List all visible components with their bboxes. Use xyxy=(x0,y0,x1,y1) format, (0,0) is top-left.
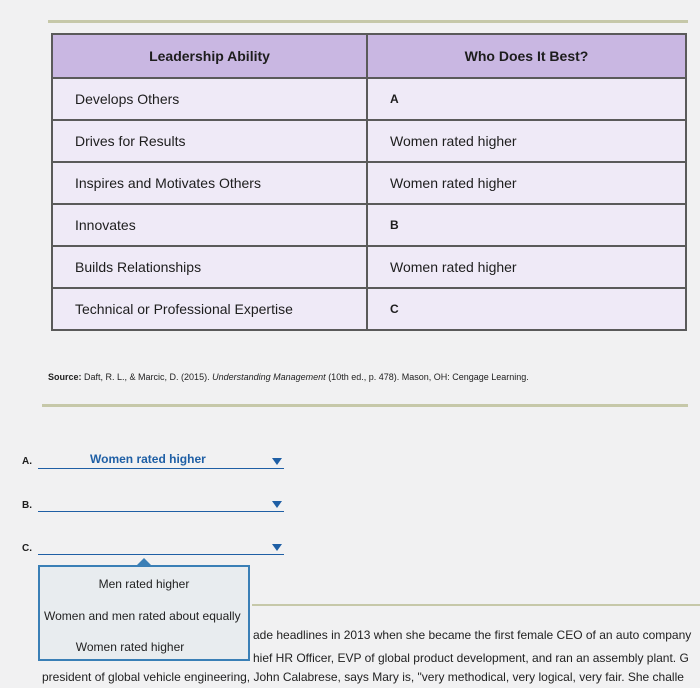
chevron-down-icon[interactable] xyxy=(272,458,282,465)
answer-b-label: B. xyxy=(22,500,32,511)
ability-cell: Inspires and Motivates Others xyxy=(52,162,367,204)
table-header-row xyxy=(52,34,686,78)
dropdown-option-women[interactable]: Women rated higher xyxy=(75,640,185,654)
table-row xyxy=(52,246,686,288)
paragraph-line: ade headlines in 2013 when she became the first female CEO of an auto company xyxy=(253,628,692,642)
answer-c-dropdown-menu[interactable] xyxy=(38,565,250,661)
result-cell: Women rated higher xyxy=(367,246,686,288)
source-authors: Daft, R. L., & Marcic, D. (2015). xyxy=(84,372,210,382)
answer-c-label: C. xyxy=(22,543,32,554)
result-cell: Women rated higher xyxy=(367,120,686,162)
source-title: Understanding Management xyxy=(212,372,326,382)
result-cell: B xyxy=(367,204,686,246)
middle-divider xyxy=(42,404,688,407)
answer-a-label: A. xyxy=(22,456,32,467)
result-cell: A xyxy=(367,78,686,120)
paragraph-line: president of global vehicle engineering, John Calabrese, says Mary is, "very methodical, very logical, very fair. She challe xyxy=(42,670,684,684)
source-label: Source: xyxy=(48,372,82,382)
dropdown-option-men[interactable]: Men rated higher xyxy=(98,577,190,591)
dropdown-option-equal[interactable]: Women and men rated about equally xyxy=(44,609,241,623)
source-citation xyxy=(48,372,529,382)
ability-cell: Innovates xyxy=(52,204,367,246)
paragraph-line: hief HR Officer, EVP of global product development, and ran an assembly plant. G xyxy=(253,651,689,665)
table-row xyxy=(52,288,686,330)
chevron-down-icon[interactable] xyxy=(272,501,282,508)
ability-cell: Technical or Professional Expertise xyxy=(52,288,367,330)
answer-a-value: Women rated higher xyxy=(90,452,206,466)
leadership-table xyxy=(51,33,687,331)
answer-b-select[interactable] xyxy=(38,495,284,512)
lower-divider xyxy=(252,604,700,606)
chevron-down-icon[interactable] xyxy=(272,544,282,551)
table-row xyxy=(52,78,686,120)
source-details: (10th ed., p. 478). Mason, OH: Cengage Learning. xyxy=(328,372,529,382)
table-row xyxy=(52,204,686,246)
top-divider xyxy=(48,20,688,23)
ability-cell: Builds Relationships xyxy=(52,246,367,288)
answer-c-select[interactable] xyxy=(38,538,284,555)
result-cell: C xyxy=(367,288,686,330)
answer-a-select[interactable] xyxy=(38,452,284,469)
ability-cell: Develops Others xyxy=(52,78,367,120)
dropdown-pointer xyxy=(137,558,151,565)
ability-cell: Drives for Results xyxy=(52,120,367,162)
header-leadership-ability: Leadership Ability xyxy=(52,34,367,78)
table-row xyxy=(52,162,686,204)
result-cell: Women rated higher xyxy=(367,162,686,204)
table-row xyxy=(52,120,686,162)
header-who-does-it-best: Who Does It Best? xyxy=(367,34,686,78)
